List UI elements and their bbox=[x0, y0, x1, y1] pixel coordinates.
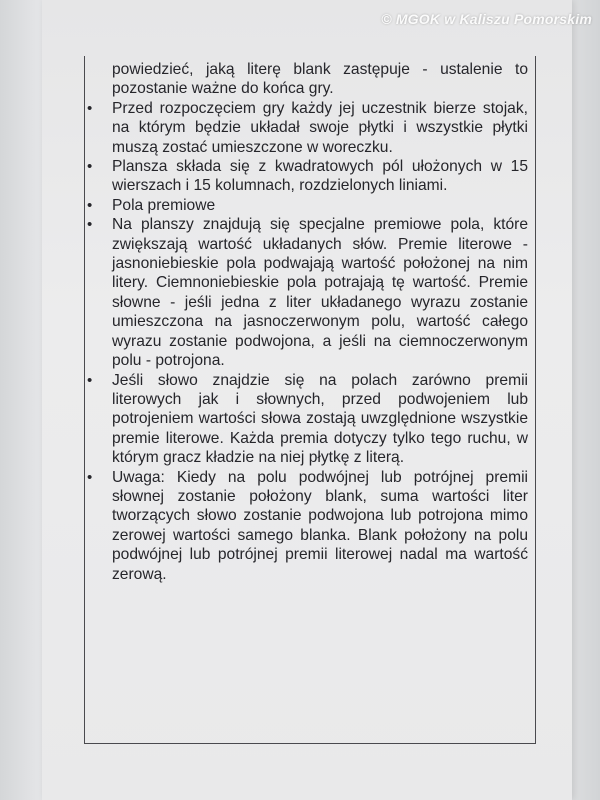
list-item bbox=[87, 215, 528, 370]
bullet-icon: • bbox=[87, 468, 93, 486]
bullet-icon: • bbox=[87, 216, 93, 234]
list-item-text: Plansza składa się z kwadratowych pól ułożonych w 15 wierszach i 15 kolumnach, rozdzielonych liniami. bbox=[112, 158, 528, 195]
section-heading: Pola premiowe bbox=[112, 196, 216, 214]
list-item-text: Na planszy znajdują się specjalne premiowe pola, które zwiększają wartość układanych słów. Premie literowe - jasnoniebieskie pola podwajają wartość położonej na nim litery. Ciemnoniebieskie pola potrajają tę wartość. Premie słowne - jeśli jedna z liter układanego wyrazu zostanie umieszczona na jasnoczerwonym polu, wartość całego wyrazu zostanie podwojona, a jeśli na ciemnoczerwonym polu - potrojona. bbox=[112, 216, 528, 370]
list-item-text: Jeśli słowo znajdzie się na polach zarówno premii literowych jak i słownych, przed podwojeniem lub potrojeniem wartości słowa zostają uwzględnione wszystkie premie literowe. Każda premia dotyczy tylko tego ruchu, w którym gracz kładzie na niej płytkę z literą. bbox=[112, 371, 528, 467]
bullet-icon: • bbox=[87, 158, 93, 176]
watermark: © MGOK w Kaliszu Pomorskim bbox=[381, 11, 592, 27]
continued-paragraph: powiedzieć, jaką literę blank zastępuje - ustalenie to pozostanie ważne do końca gry. bbox=[112, 61, 528, 98]
bullet-icon: • bbox=[87, 371, 93, 389]
document-content bbox=[87, 60, 528, 584]
section-heading-item bbox=[87, 196, 528, 215]
list-item-text: Przed rozpoczęciem gry każdy jej uczestnik bierze stojak, na którym będzie układał swoje płytki i wszystkie płytki muszą zostać umieszczone w woreczku. bbox=[112, 99, 528, 156]
list-item bbox=[87, 371, 528, 468]
bullet-icon: • bbox=[87, 99, 93, 117]
list-item bbox=[87, 468, 528, 584]
list-item bbox=[87, 157, 528, 196]
list-item bbox=[87, 99, 528, 157]
list-item-text: Uwaga: Kiedy na polu podwójnej lub potrójnej premii słownej zostanie położony blank, suma wartości liter tworzących słowo zostanie podwojona lub potrojona mimo zerowej wartości samego blanka. Blank położony na polu podwójnej lub potrójnej premii literowej nadal ma wartość zerową. bbox=[112, 468, 528, 583]
bullet-icon: • bbox=[87, 196, 93, 214]
